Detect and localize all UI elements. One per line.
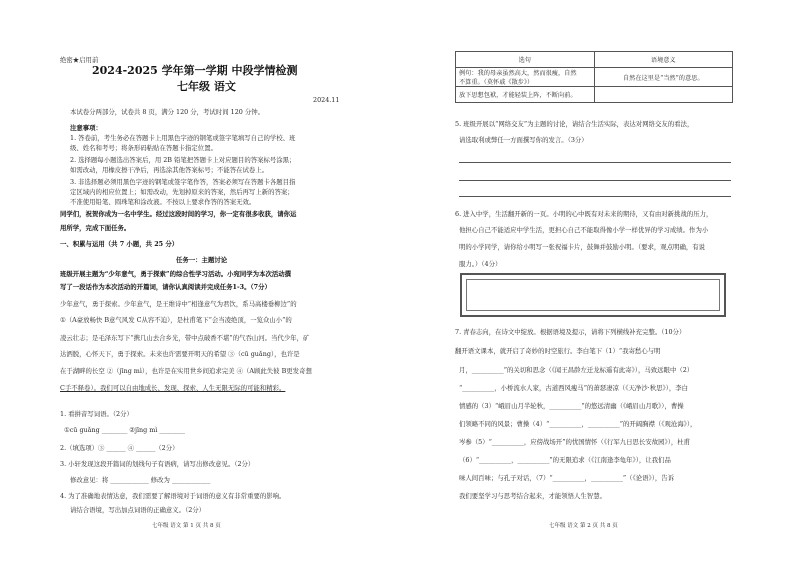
question-7-line: 味人间百味；与孔子对话，（7）“__________，__________”（《论语》），告诉 — [459, 474, 675, 482]
section-heading: 一、积累与运用（共 7 小题，共 25 分） — [60, 240, 179, 248]
question-4: 4. 为了准确地表情达意，我们需要了解语境对于词语的意义有非常重要的影响。 — [60, 492, 286, 500]
greeting-line: 用所学，完成下面任务。 — [60, 224, 131, 232]
passage-line: 达洒脱，心怀天下，勇于探索。未来也许需要开明天的希望 ③（cū guǎng），也许是 — [60, 350, 300, 358]
exam-title: 2024-2025 学年第一学期 中段学情检测 — [92, 64, 298, 77]
table-cell: 放下思想包袱，才能轻装上阵，不断向前。 — [456, 87, 595, 103]
exam-intro: 本试卷分两部分，试卷共 8 页，满分 120 分，考试时间 120 分钟。 — [70, 108, 265, 116]
question-2: 2.（填选项）③ ______ ④ ______（2分） — [60, 444, 179, 452]
exam-page-2 — [397, 0, 794, 561]
exam-subject: 七年级 语文 — [177, 80, 236, 93]
context-meaning-table — [455, 51, 733, 103]
table-cell — [594, 87, 733, 103]
secret-mark: 绝密★启用前 — [60, 56, 99, 64]
table-header: 语境意义 — [594, 52, 733, 68]
passage-line: 少年意气，勇于探索。少年意气，是王维诗中“相逢意气为君饮，系马高楼垂柳边”的 — [60, 300, 297, 308]
note-line: 如需改动，用橡皮擦干净后，再选涂其他答案标号；不能答在试卷上。 — [70, 166, 269, 174]
question-7-line: “__________，小桥流水人家，古道西风瘦马”的萧瑟凄凉（《天净沙·秋思》），李白 — [459, 384, 689, 392]
question-6-continued: 明的小学同学，请你给小明写一张祝福卡片，鼓舞并鼓励小明。（要求，观点明确，有说 — [459, 243, 706, 251]
blessing-card-inner — [466, 279, 720, 311]
table-header: 选句 — [456, 52, 595, 68]
note-line: 定区域内的相应位置上；如需改动，先划掉原来的答案，然后再写上新的答案； — [70, 188, 294, 196]
question-1: 1. 看拼音写词语。（2分） — [60, 410, 133, 418]
question-3-answer-line: 修改意见：将 ____________ 修改为 ____________ — [70, 476, 211, 484]
page-footer: 七年级 语文 第 1 页 共 8 页 — [152, 523, 221, 529]
question-7-line: 月，__________”的关切和思念（《闻王昌龄左迁龙标遥有此寄》），马致远眼中（2） — [459, 366, 694, 374]
note-line: 不准使用铅笔、圆珠笔和涂改液。不按以上要求作答的答案无效。 — [70, 198, 256, 206]
question-6-continued: 他担心自己不能适应中学生活，更担心自己不能取得像小学一样优异的学习成绩。作为小 — [459, 226, 709, 234]
passage-underlined-line: C手不释卷）。我们可以自由地成长、发现、探索、人生无限无际的可能和精彩。 — [60, 384, 286, 392]
question-7: 7. 青春志向，在诗文中绽放。根据语境及提示，请将下列横线补充完整。（10分） — [455, 328, 686, 336]
notes-heading: 注意事项： — [70, 124, 102, 132]
blessing-card-box — [460, 273, 726, 317]
answer-line — [459, 196, 731, 197]
answer-line — [459, 180, 731, 181]
note-line: 3. 非选择题必须用黑色字迹的钢笔或签字笔作答，答案必须写在答题卡各题目指 — [70, 178, 296, 186]
question-7-line: 们领略不同的风景；曹操（4）“__________，__________”的开阔胸襟（《观沧海》）， — [459, 420, 697, 428]
question-1-blanks: ①cū guǎng ________ ②jīng mì ________ — [64, 426, 185, 434]
question-5-continued: 请选取利或弊任一方面撰写你的发言。（3分） — [459, 136, 588, 144]
passage-line: 在于湖畔的长空 ②（jīng mì），也许是在实用世乡间追求完美 ④（A顾此失彼 B更发奇想 — [60, 367, 312, 375]
note-line: 级、姓名和考号；将条形码粘贴在答题卡指定位置。 — [70, 144, 217, 152]
question-6: 6. 进入中学，生活翻开新的一页。小明的心中既有对未来的期待，又有由对新挑战的压力， — [455, 210, 713, 218]
question-7-line: （6）“__________，__________”的无限追求（《江南逢李龟年》），让我们品 — [459, 456, 671, 464]
table-cell: 自然在这里是“当然”的意思。 — [594, 68, 733, 87]
task-heading: 任务一：主题讨论 — [176, 256, 228, 264]
table-cell: 例句：我的母亲虽然高大，然而很瘦，自然 不算重。（莫怀戚《散步》） — [456, 68, 595, 87]
answer-line — [459, 162, 731, 163]
page-footer: 七年级 语文 第 2 页 共 8 页 — [549, 523, 618, 529]
question-6-continued: 服力。）（4分） — [459, 260, 502, 268]
question-7-line: 情感的（3）“峨眉山月半轮秋，__________”的悠远清幽（《峨眉山月歌》），曹操 — [459, 402, 684, 410]
lead-line: 写了一段话作为本次活动的开篇词，请你认真阅读并完成任务1-3。（7分） — [60, 283, 271, 291]
note-line: 1. 答卷前，考生务必在答题卡上用黑色字迹的钢笔或签字笔填写自己的学校、班 — [70, 134, 296, 142]
passage-line: ①（A豪放畅快 B意气风发 C从容不迫），是杜甫笔下“会当凌绝顶，一览众山小”的 — [60, 316, 292, 324]
note-line: 2. 选择题每小题选出答案后，用 2B 铅笔把答题卡上对应题目的答案标号涂黑； — [70, 156, 296, 164]
question-7-line: 我们要坚学习与思考结合起来，才能领悟人生智慧。 — [459, 492, 606, 500]
passage-line: 凌云壮志；是毛泽东写下“携几山去合乡光，带中点破香不堪”的气吞山河。当代少年，矿 — [60, 334, 310, 342]
greeting-line: 同学们，祝贺你成为一名中学生。经过这段时间的学习，你一定有很多收获，请你运 — [60, 210, 297, 218]
question-7-line: 岑参（5）“__________，应傍战场开”的忧国情怀（《行军九日思长安故园》），杜甫 — [459, 438, 691, 446]
exam-date: 2024.11 — [313, 96, 340, 104]
question-4-continued: 请结合语境，写出加点词语的正确意义。（2分） — [70, 506, 206, 514]
question-7-line: 翻开语文课本，就开启了奇妙的时空旅行。李白笔下（1）“我寄愁心与明 — [455, 347, 661, 355]
question-3: 3. 小轩发现这段开篇词的划线句子有语病，请写出修改意见。（2分） — [60, 460, 255, 468]
question-5: 5. 班级开展以“网络交友”为主题的讨论，请结合生活实际，表达对网络交友的看法， — [455, 120, 694, 128]
lead-line: 班级开展主题为“少年意气，勇于探索”的综合性学习活动。小宛同学为本次活动撰 — [60, 270, 292, 278]
